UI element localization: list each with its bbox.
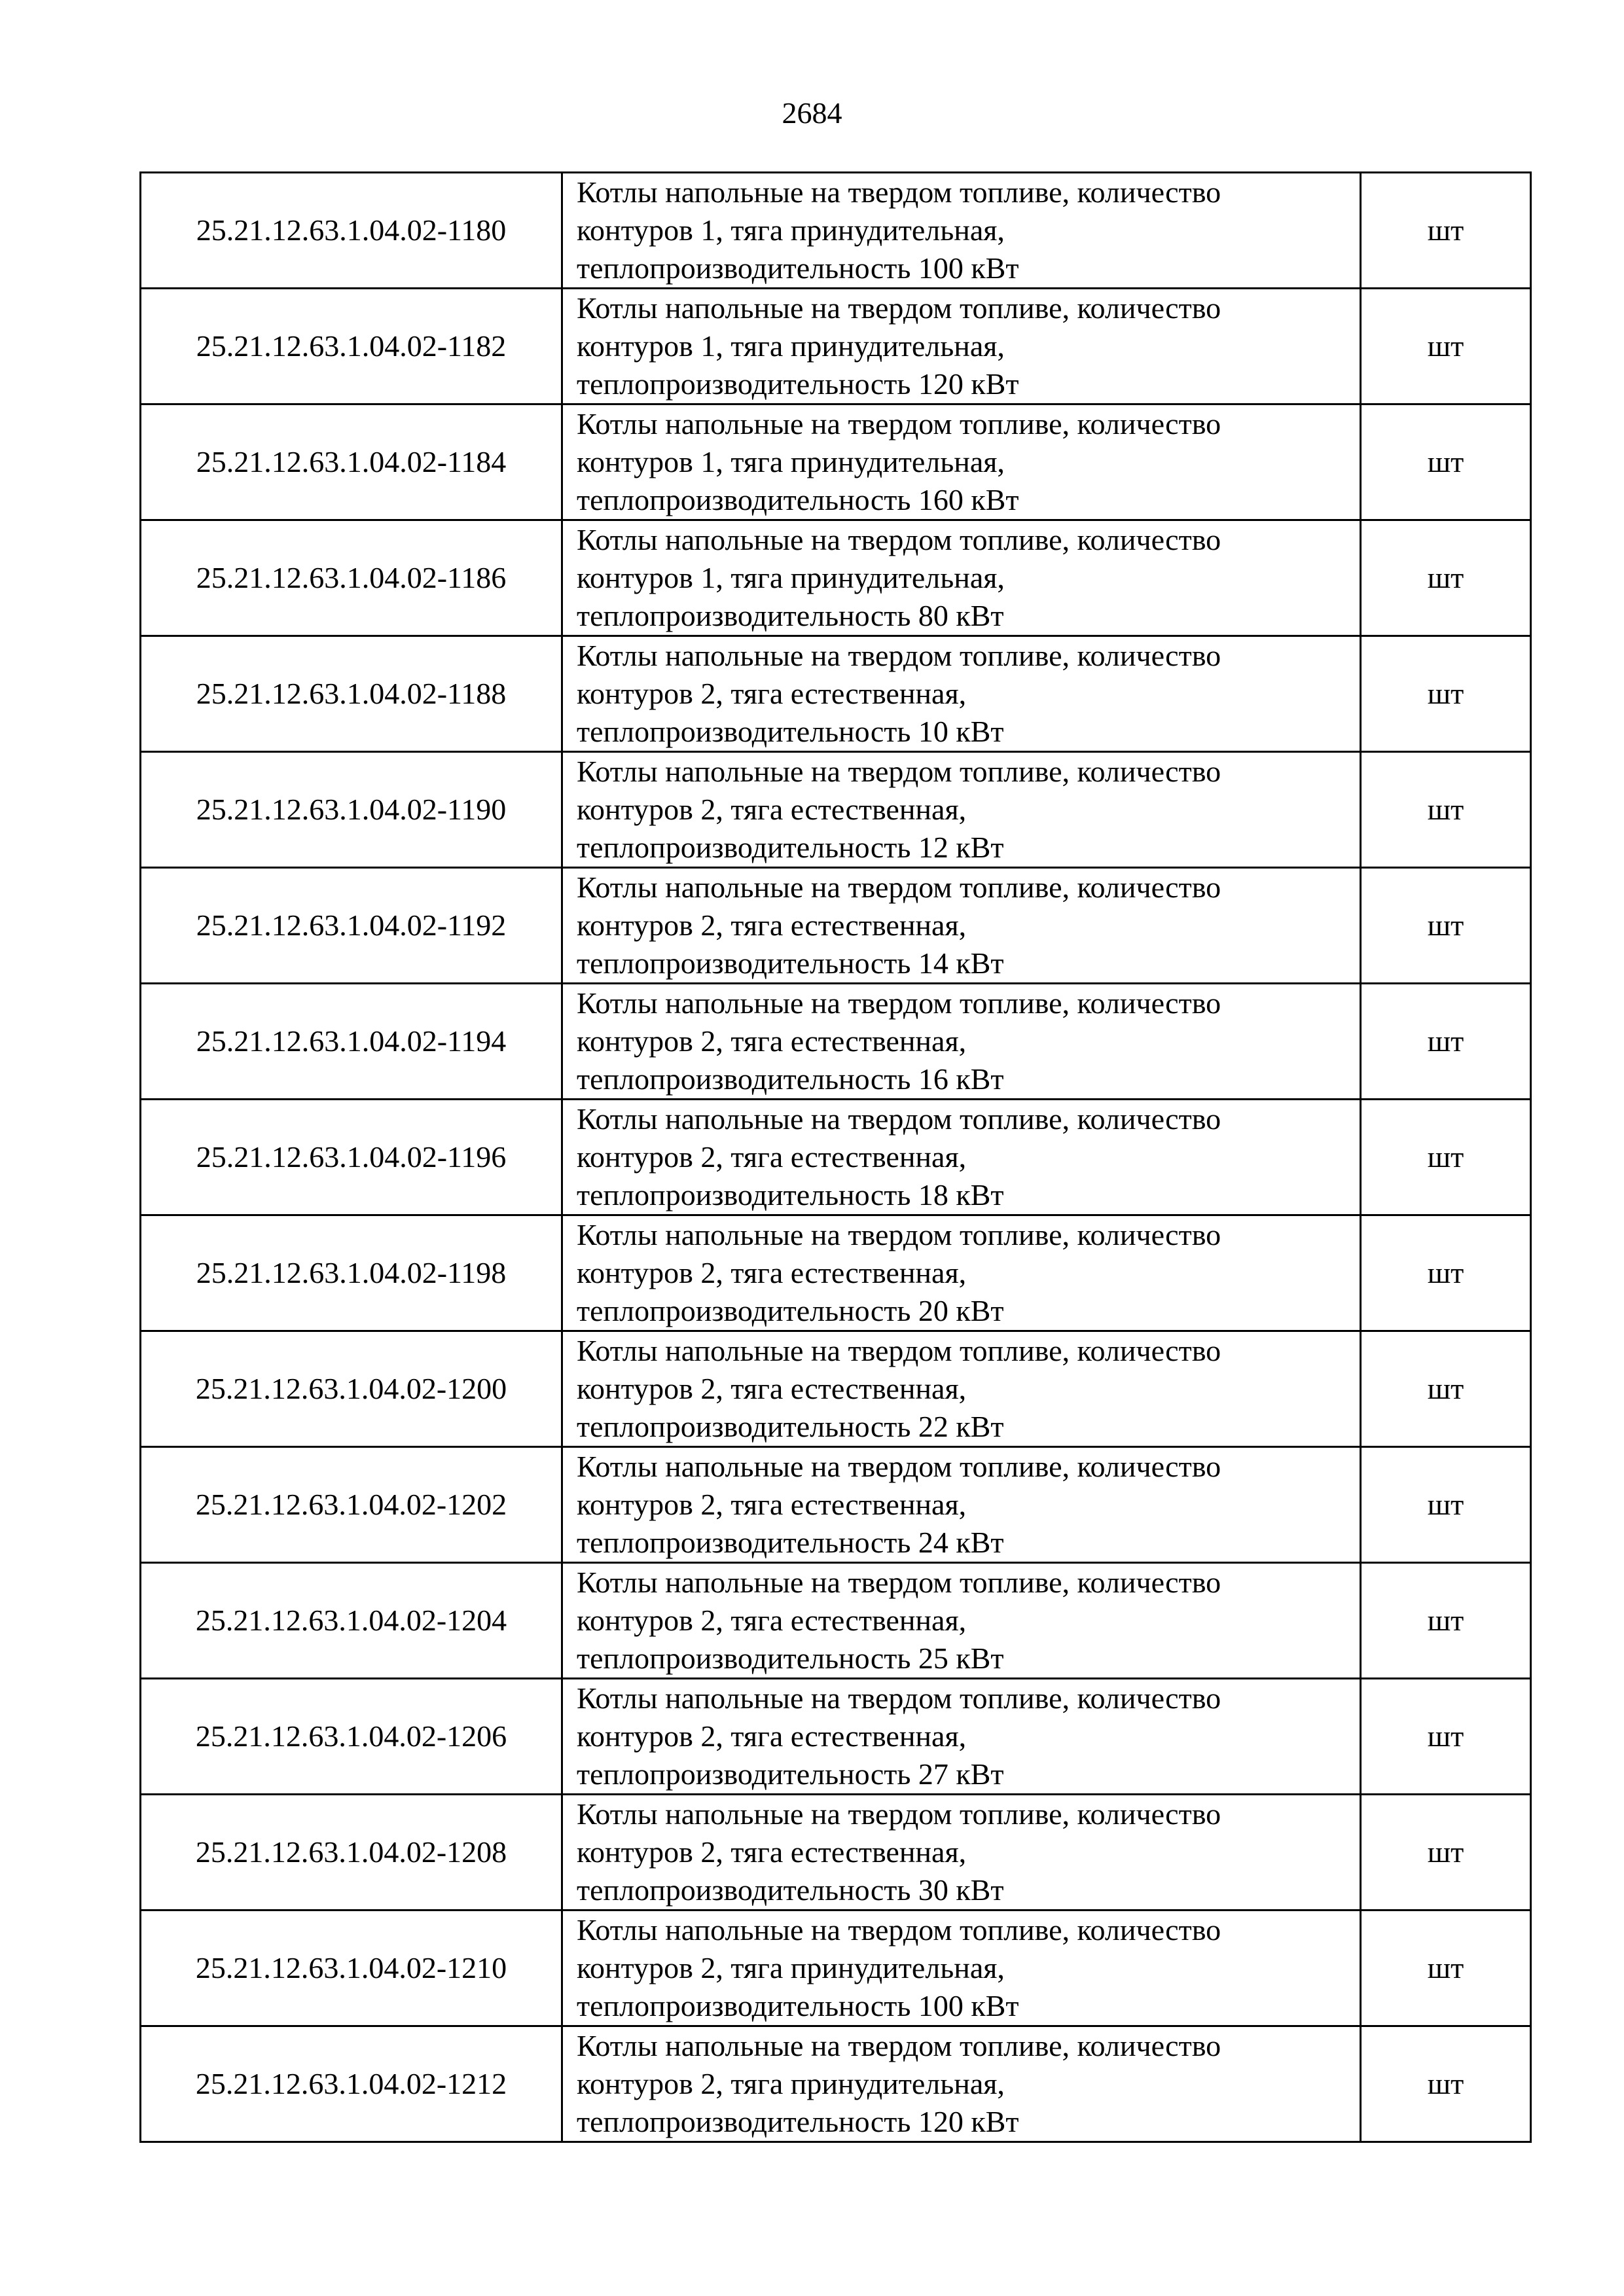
description-line: теплопроизводительность 30 кВт [577,1873,1004,1907]
item-code: 25.21.12.63.1.04.02-1188 [141,636,562,752]
table-row [141,2026,1531,2142]
description-line: Котлы напольные на твердом топливе, количество [577,1102,1221,1136]
table-row [141,289,1531,404]
description-line: Котлы напольные на твердом топливе, количество [577,291,1221,325]
description-line: контуров 2, тяга естественная, [577,1024,967,1058]
item-code: 25.21.12.63.1.04.02-1190 [141,752,562,868]
item-code: 25.21.12.63.1.04.02-1196 [141,1100,562,1215]
item-code: 25.21.12.63.1.04.02-1206 [141,1679,562,1795]
item-unit: шт [1361,1100,1531,1215]
description-line: теплопроизводительность 16 кВт [577,1062,1004,1096]
table-row [141,1563,1531,1679]
item-description [562,868,1361,984]
description-line: контуров 2, тяга естественная, [577,1488,967,1521]
table-row [141,752,1531,868]
item-unit: шт [1361,984,1531,1100]
item-unit: шт [1361,1447,1531,1563]
table-row [141,636,1531,752]
description-line: теплопроизводительность 18 кВт [577,1178,1004,1211]
description-line: контуров 2, тяга естественная, [577,1140,967,1174]
table-row [141,173,1531,289]
description-line: теплопроизводительность 12 кВт [577,831,1004,864]
item-description [562,752,1361,868]
description-line: Котлы напольные на твердом топливе, количество [577,1681,1221,1715]
item-unit: шт [1361,520,1531,636]
item-description [562,1447,1361,1563]
item-code: 25.21.12.63.1.04.02-1204 [141,1563,562,1679]
table-row [141,1910,1531,2026]
item-description [562,1563,1361,1679]
description-line: теплопроизводительность 20 кВт [577,1294,1004,1327]
catalog-table [139,171,1532,2143]
description-line: контуров 1, тяга принудительная, [577,561,1005,594]
item-unit: шт [1361,868,1531,984]
description-line: теплопроизводительность 27 кВт [577,1757,1004,1791]
description-line: Котлы напольные на твердом топливе, количество [577,870,1221,904]
table-row [141,404,1531,520]
item-description [562,1331,1361,1447]
description-line: Котлы напольные на твердом топливе, количество [577,755,1221,788]
description-line: теплопроизводительность 100 кВт [577,251,1019,285]
description-line: контуров 2, тяга естественная, [577,1256,967,1289]
description-line: контуров 2, тяга естественная, [577,908,967,942]
description-line: Котлы напольные на твердом топливе, количество [577,1218,1221,1251]
description-line: контуров 2, тяга естественная, [577,1372,967,1405]
item-code: 25.21.12.63.1.04.02-1194 [141,984,562,1100]
item-unit: шт [1361,173,1531,289]
description-line: Котлы напольные на твердом топливе, количество [577,1797,1221,1831]
item-code: 25.21.12.63.1.04.02-1180 [141,173,562,289]
item-description [562,1910,1361,2026]
item-unit: шт [1361,1563,1531,1679]
table-row [141,984,1531,1100]
item-unit: шт [1361,289,1531,404]
description-line: Котлы напольные на твердом топливе, количество [577,175,1221,209]
description-line: Котлы напольные на твердом топливе, количество [577,1913,1221,1946]
description-line: Котлы напольные на твердом топливе, количество [577,523,1221,556]
description-line: контуров 2, тяга принудительная, [577,2067,1005,2100]
description-line: контуров 1, тяга принудительная, [577,213,1005,247]
catalog-table-body [141,173,1531,2142]
table-row [141,520,1531,636]
item-description [562,1679,1361,1795]
item-code: 25.21.12.63.1.04.02-1192 [141,868,562,984]
description-line: Котлы напольные на твердом топливе, количество [577,2029,1221,2062]
item-unit: шт [1361,1215,1531,1331]
description-line: Котлы напольные на твердом топливе, количество [577,1450,1221,1483]
description-line: контуров 2, тяга принудительная, [577,1951,1005,1984]
description-line: теплопроизводительность 14 кВт [577,946,1004,980]
description-line: Котлы напольные на твердом топливе, количество [577,639,1221,672]
table-row [141,1447,1531,1563]
item-unit: шт [1361,2026,1531,2142]
description-line: теплопроизводительность 100 кВт [577,1989,1019,2022]
table-row [141,868,1531,984]
description-line: контуров 2, тяга естественная, [577,793,967,826]
description-line: Котлы напольные на твердом топливе, количество [577,1566,1221,1599]
table-row [141,1215,1531,1331]
item-code: 25.21.12.63.1.04.02-1208 [141,1795,562,1910]
item-unit: шт [1361,752,1531,868]
description-line: теплопроизводительность 24 кВт [577,1526,1004,1559]
description-line: контуров 2, тяга естественная, [577,1835,967,1869]
item-description [562,520,1361,636]
description-line: теплопроизводительность 160 кВт [577,483,1019,516]
table-row [141,1331,1531,1447]
item-description [562,289,1361,404]
item-unit: шт [1361,1910,1531,2026]
description-line: контуров 2, тяга естественная, [577,677,967,710]
item-description [562,1100,1361,1215]
description-line: теплопроизводительность 120 кВт [577,367,1019,401]
item-code: 25.21.12.63.1.04.02-1198 [141,1215,562,1331]
description-line: Котлы напольные на твердом топливе, количество [577,407,1221,440]
item-description [562,2026,1361,2142]
description-line: теплопроизводительность 80 кВт [577,599,1004,632]
item-unit: шт [1361,404,1531,520]
item-description [562,1795,1361,1910]
description-line: теплопроизводительность 120 кВт [577,2105,1019,2138]
table-row [141,1795,1531,1910]
description-line: контуров 2, тяга естественная, [577,1719,967,1753]
description-line: теплопроизводительность 22 кВт [577,1410,1004,1443]
table-row [141,1100,1531,1215]
item-code: 25.21.12.63.1.04.02-1186 [141,520,562,636]
item-code: 25.21.12.63.1.04.02-1210 [141,1910,562,2026]
item-unit: шт [1361,1679,1531,1795]
description-line: контуров 1, тяга принудительная, [577,329,1005,363]
page-number: 2684 [782,96,842,130]
item-code: 25.21.12.63.1.04.02-1202 [141,1447,562,1563]
description-line: теплопроизводительность 25 кВт [577,1641,1004,1675]
description-line: Котлы напольные на твердом топливе, количество [577,986,1221,1020]
description-line: контуров 1, тяга принудительная, [577,445,1005,478]
item-description [562,173,1361,289]
item-unit: шт [1361,1331,1531,1447]
description-line: теплопроизводительность 10 кВт [577,715,1004,748]
description-line: контуров 2, тяга естественная, [577,1604,967,1637]
item-unit: шт [1361,636,1531,752]
item-description [562,1215,1361,1331]
item-code: 25.21.12.63.1.04.02-1212 [141,2026,562,2142]
item-description [562,984,1361,1100]
item-unit: шт [1361,1795,1531,1910]
table-row [141,1679,1531,1795]
item-code: 25.21.12.63.1.04.02-1184 [141,404,562,520]
item-code: 25.21.12.63.1.04.02-1182 [141,289,562,404]
item-code: 25.21.12.63.1.04.02-1200 [141,1331,562,1447]
description-line: Котлы напольные на твердом топливе, количество [577,1334,1221,1367]
item-description [562,404,1361,520]
item-description [562,636,1361,752]
